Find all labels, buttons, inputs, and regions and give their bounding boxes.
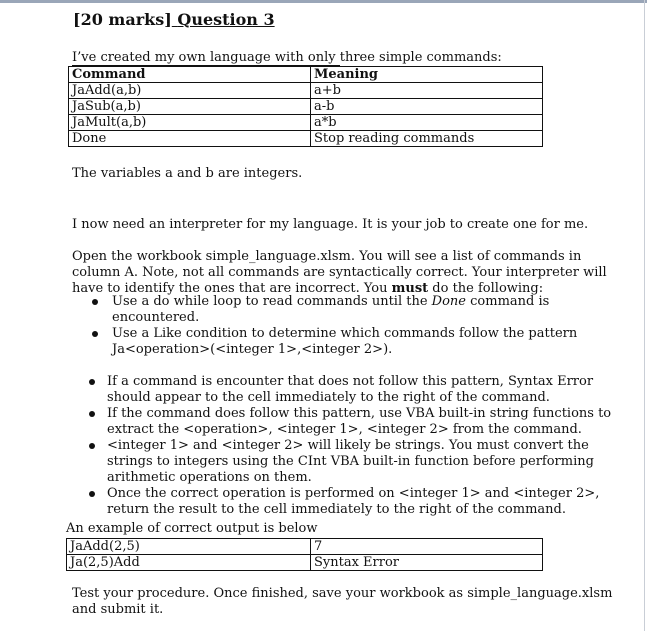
bullet-icon (89, 443, 95, 449)
must-emphasis: must (391, 281, 429, 296)
example-result-cell: 7 (311, 539, 543, 555)
marks-label: [20 marks] (73, 10, 172, 29)
table-row (69, 131, 543, 147)
open-paragraph-line-3: have to identify the ones that are incorrect. You must do the following: (72, 281, 544, 296)
bullet-line: <integer 1> and <integer 2> will likely be strings. You must convert the (107, 438, 589, 453)
bullet-line: return the result to the cell immediately to the right of the command. (107, 502, 566, 517)
intro-text: I’ve created my own language with only three simple commands: (72, 50, 502, 65)
variables-text: The variables a and b are integers. (72, 166, 303, 181)
table-row (69, 83, 543, 99)
table-row (67, 555, 543, 571)
bullet-line: Once the correct operation is performed on <integer 1> and <integer 2>, (107, 486, 600, 501)
open-paragraph-line-1: Open the workbook simple_language.xlsm. You will see a list of commands in (72, 249, 582, 264)
bullet-line: Use a Like condition to determine which commands follow the pattern (112, 326, 578, 341)
bullet-icon (92, 331, 98, 337)
question-heading (73, 12, 275, 28)
commands-table (68, 66, 543, 147)
table-row (69, 99, 543, 115)
closing-line-2: and submit it. (72, 602, 164, 617)
example-intro: An example of correct output is below (66, 521, 318, 536)
header-meaning: Meaning (311, 67, 543, 83)
bullet-line: encountered. (112, 310, 200, 325)
command-cell: Done (69, 131, 311, 147)
bullet-icon (92, 299, 98, 305)
example-table (66, 538, 543, 571)
example-command-cell: JaAdd(2,5) (67, 539, 311, 555)
table-header-row (69, 67, 543, 83)
bullet-line: arithmetic operations on them. (107, 470, 312, 485)
header-command: Command (69, 67, 311, 83)
bullet-icon (89, 491, 95, 497)
table-row (69, 115, 543, 131)
interpreter-text: I now need an interpreter for my language. It is your job to create one for me. (72, 217, 589, 232)
closing-line-1: Test your procedure. Once finished, save your workbook as simple_language.xlsm (72, 586, 613, 601)
page-top-border (0, 0, 647, 3)
bullet-line: extract the <operation>, <integer 1>, <integer 2> from the command. (107, 422, 582, 437)
bullet-line: strings to integers using the CInt VBA built-in function before performing (107, 454, 594, 469)
bullet-line: If a command is encounter that does not follow this pattern, Syntax Error (107, 374, 594, 389)
example-result-cell: Syntax Error (311, 555, 543, 571)
command-cell: JaAdd(a,b) (69, 83, 311, 99)
command-cell: JaMult(a,b) (69, 115, 311, 131)
bullet-line: If the command does follow this pattern, use VBA built-in string functions to (107, 406, 612, 421)
bullet-icon (89, 379, 95, 385)
bullet-line: should appear to the cell immediately to the right of the command. (107, 390, 550, 405)
page-right-border (644, 0, 645, 631)
bullet-line: Ja<operation>(<integer 1>,<integer 2>). (112, 342, 393, 357)
table-row (67, 539, 543, 555)
example-command-cell: Ja(2,5)Add (67, 555, 311, 571)
bullet-icon (89, 411, 95, 417)
meaning-cell: a*b (311, 115, 543, 131)
open-paragraph-line-2: column A. Note, not all commands are syntactically correct. Your interpreter will (72, 265, 607, 280)
command-cell: JaSub(a,b) (69, 99, 311, 115)
question-title: Question 3 (177, 10, 275, 29)
meaning-cell: Stop reading commands (311, 131, 543, 147)
bullet-line: Use a do while loop to read commands until the Done command is (112, 294, 550, 309)
meaning-cell: a+b (311, 83, 543, 99)
meaning-cell: a-b (311, 99, 543, 115)
